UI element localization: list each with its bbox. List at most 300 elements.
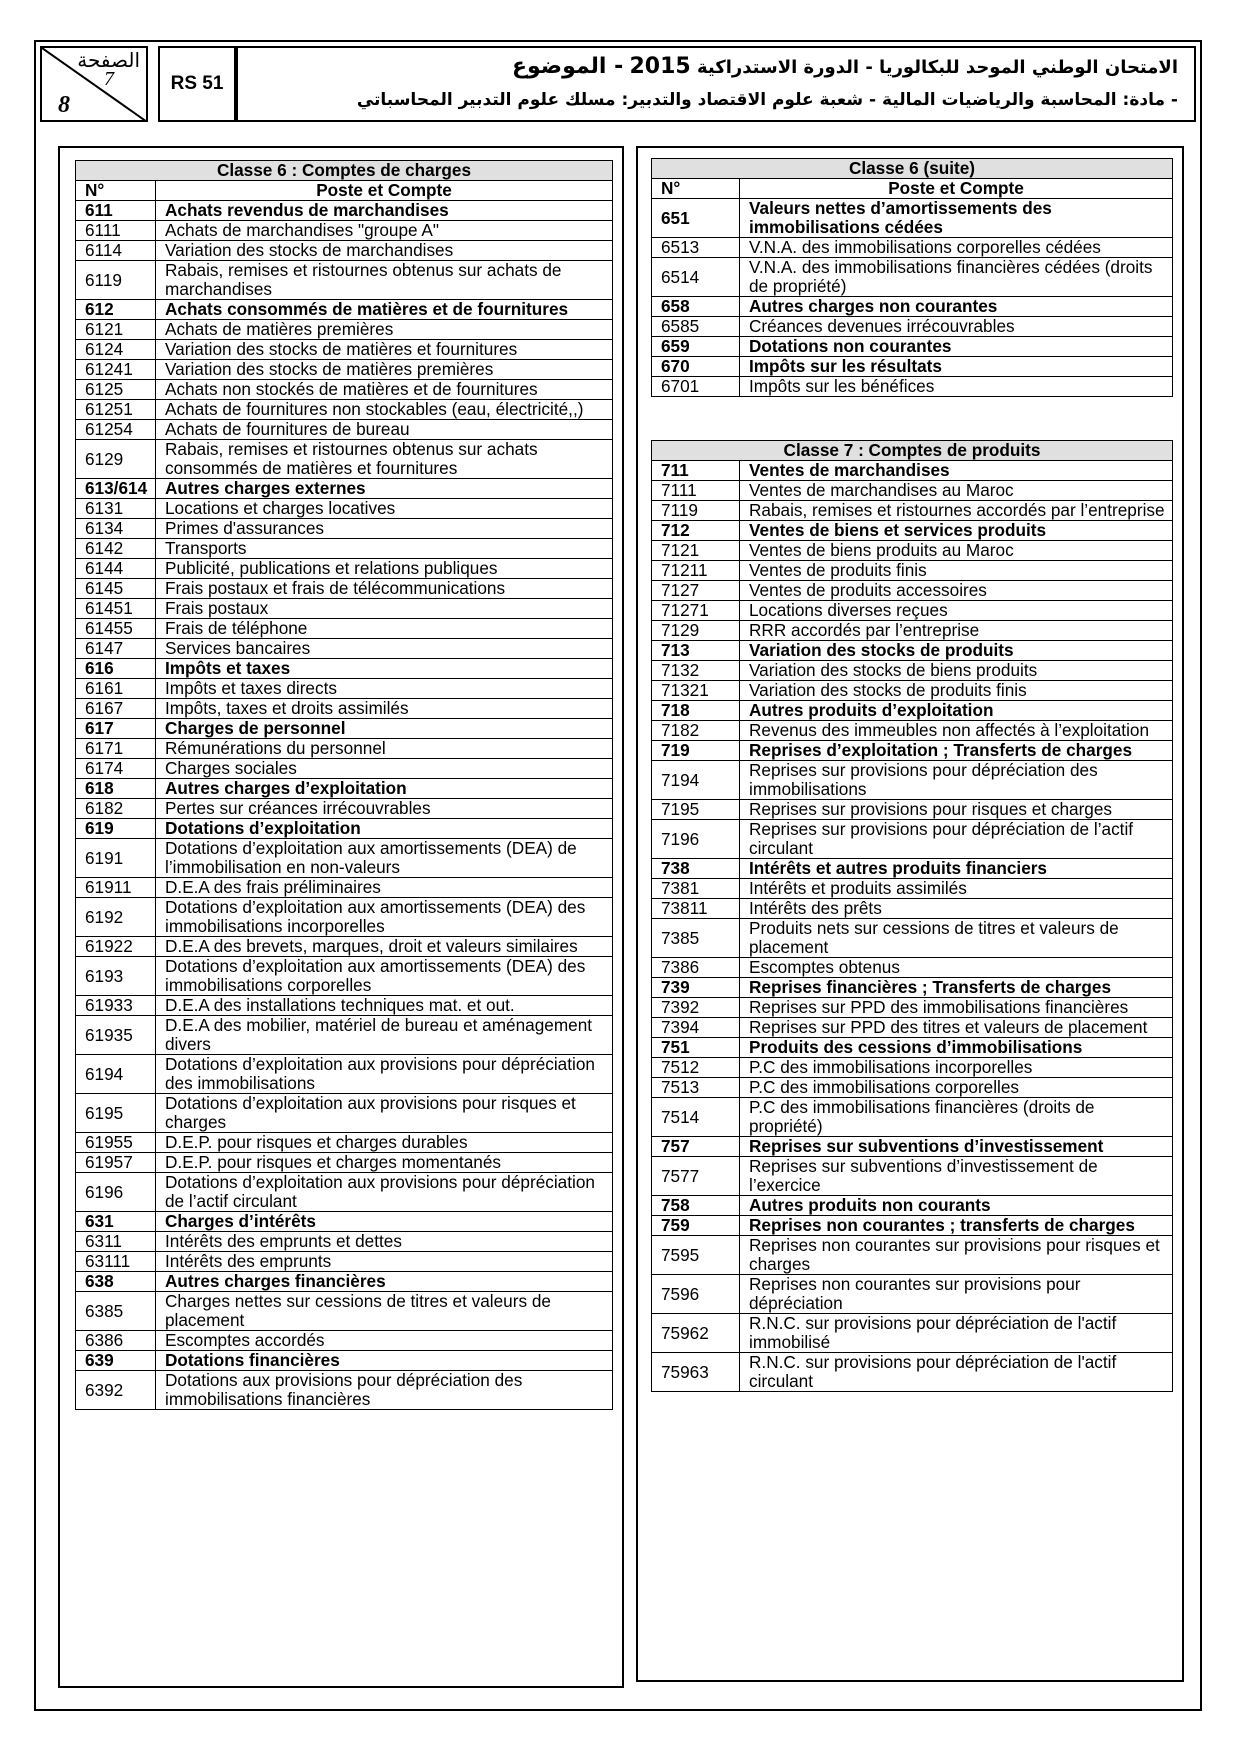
table-row [652, 681, 1173, 701]
table-row [652, 1275, 1173, 1314]
table-row [76, 819, 613, 839]
account-number: 71271 [652, 601, 740, 621]
table-row [76, 1351, 613, 1371]
table-row [76, 639, 613, 659]
account-number: 6144 [76, 559, 156, 579]
account-name: Dotations aux provisions pour dépréciation des immobilisations financières [156, 1371, 613, 1410]
exam-title-line1-b: - الموضوع [511, 54, 624, 79]
table-row [76, 659, 613, 679]
account-number: 6386 [76, 1331, 156, 1351]
exam-code-text: RS 51 [170, 73, 224, 94]
account-number: 6167 [76, 699, 156, 719]
account-name: Charges nettes sur cessions de titres et valeurs de placement [156, 1292, 613, 1331]
table-row [652, 1196, 1173, 1216]
account-name: Autres charges financières [156, 1272, 613, 1292]
table-row [76, 957, 613, 996]
account-number: 61455 [76, 619, 156, 639]
table-row [76, 221, 613, 241]
account-number: 61933 [76, 996, 156, 1016]
col-header-no: N° [652, 179, 740, 199]
account-number: 6147 [76, 639, 156, 659]
account-name: Impôts, taxes et droits assimilés [156, 699, 613, 719]
table-row [76, 1055, 613, 1094]
table-row [76, 719, 613, 739]
table-row [652, 377, 1173, 397]
table-row [76, 1371, 613, 1410]
account-number: 6194 [76, 1055, 156, 1094]
account-number: 6392 [76, 1371, 156, 1410]
table-row [652, 1058, 1173, 1078]
account-number: 6196 [76, 1173, 156, 1212]
account-number: 7132 [652, 661, 740, 681]
table-row [76, 400, 613, 420]
account-number: 638 [76, 1272, 156, 1292]
page-number-box [40, 46, 148, 122]
account-name: Variation des stocks de produits finis [740, 681, 1173, 701]
account-number: 6119 [76, 261, 156, 300]
account-number: 759 [652, 1216, 740, 1236]
account-number: 61251 [76, 400, 156, 420]
table-row [652, 761, 1173, 800]
account-name: V.N.A. des immobilisations corporelles cédées [740, 238, 1173, 258]
account-name: Frais de téléphone [156, 619, 613, 639]
account-number: 7195 [652, 800, 740, 820]
account-name: Dotations d’exploitation [156, 819, 613, 839]
table-row [76, 619, 613, 639]
account-name: Reprises sur provisions pour dépréciation de l’actif circulant [740, 820, 1173, 859]
account-number: 6182 [76, 799, 156, 819]
account-name: Intérêts des prêts [740, 899, 1173, 919]
table-row [76, 201, 613, 221]
account-name: Charges d’intérêts [156, 1212, 613, 1232]
account-number: 616 [76, 659, 156, 679]
table-row [652, 337, 1173, 357]
account-number: 651 [652, 199, 740, 238]
table-row [652, 199, 1173, 238]
col-header-name: Poste et Compte [156, 181, 613, 201]
table-row [76, 1252, 613, 1272]
account-number: 611 [76, 201, 156, 221]
account-number: 739 [652, 978, 740, 998]
account-name: Intérêts et produits assimilés [740, 879, 1173, 899]
account-name: Publicité, publications et relations publiques [156, 559, 613, 579]
account-number: 6129 [76, 440, 156, 479]
account-name: Intérêts des emprunts [156, 1252, 613, 1272]
table-row [652, 1137, 1173, 1157]
account-name: Achats de marchandises "groupe A" [156, 221, 613, 241]
account-name: Ventes de marchandises au Maroc [740, 481, 1173, 501]
account-number: 618 [76, 779, 156, 799]
account-number: 7394 [652, 1018, 740, 1038]
account-name: Ventes de biens produits au Maroc [740, 541, 1173, 561]
account-number: 6195 [76, 1094, 156, 1133]
account-name: Autres produits non courants [740, 1196, 1173, 1216]
account-name: Dotations d’exploitation aux amortissements (DEA) de l’immobilisation en non-valeurs [156, 839, 613, 878]
account-number: 61451 [76, 599, 156, 619]
table-row [652, 1038, 1173, 1058]
account-name: Reprises sur provisions pour risques et charges [740, 800, 1173, 820]
table-row [652, 258, 1173, 297]
account-number: 7385 [652, 919, 740, 958]
table-row [652, 1236, 1173, 1275]
account-number: 73811 [652, 899, 740, 919]
table-row [76, 539, 613, 559]
account-number: 6191 [76, 839, 156, 878]
account-name: Dotations d’exploitation aux amortissements (DEA) des immobilisations corporelles [156, 957, 613, 996]
account-number: 7513 [652, 1078, 740, 1098]
table-row [76, 340, 613, 360]
table-row [652, 661, 1173, 681]
account-name: Achats de fournitures non stockables (eau, électricité,,) [156, 400, 613, 420]
page-total: 8 [58, 92, 70, 118]
account-name: Rabais, remises et ristournes accordés par l’entreprise [740, 501, 1173, 521]
account-number: 7596 [652, 1275, 740, 1314]
account-number: 613/614 [76, 479, 156, 499]
page-current: 7 [104, 68, 114, 90]
table-row [652, 741, 1173, 761]
account-name: P.C des immobilisations financières (droits de propriété) [740, 1098, 1173, 1137]
account-number: 6125 [76, 380, 156, 400]
table-row [652, 899, 1173, 919]
table-row [76, 878, 613, 898]
table-row [76, 1272, 613, 1292]
table-row [652, 879, 1173, 899]
table-row [76, 360, 613, 380]
table-row [652, 621, 1173, 641]
account-number: 6585 [652, 317, 740, 337]
account-name: Reprises non courantes ; transferts de charges [740, 1216, 1173, 1236]
account-name: Reprises non courantes sur provisions pour dépréciation [740, 1275, 1173, 1314]
account-name: Reprises d’exploitation ; Transferts de charges [740, 741, 1173, 761]
account-number: 7381 [652, 879, 740, 899]
account-number: 7119 [652, 501, 740, 521]
exam-code [158, 46, 236, 122]
table-row [76, 241, 613, 261]
account-name: Ventes de produits finis [740, 561, 1173, 581]
exam-title-line1 [512, 54, 1178, 79]
account-name: Locations diverses reçues [740, 601, 1173, 621]
table-row [76, 519, 613, 539]
account-number: 6311 [76, 1232, 156, 1252]
table-row [652, 958, 1173, 978]
table-row [76, 779, 613, 799]
account-number: 639 [76, 1351, 156, 1371]
account-number: 7512 [652, 1058, 740, 1078]
account-number: 670 [652, 357, 740, 377]
account-number: 711 [652, 461, 740, 481]
account-name: Produits des cessions d’immobilisations [740, 1038, 1173, 1058]
account-number: 6114 [76, 241, 156, 261]
account-name: Ventes de produits accessoires [740, 581, 1173, 601]
account-number: 7194 [652, 761, 740, 800]
table-row [652, 701, 1173, 721]
account-name: R.N.C. sur provisions pour dépréciation de l'actif immobilisé [740, 1314, 1173, 1353]
account-name: Intérêts et autres produits financiers [740, 859, 1173, 879]
account-number: 7111 [652, 481, 740, 501]
exam-title-line2: - مادة: المحاسبة والرياضيات المالية - شعبة علوم الاقتصاد والتدبير: مسلك علوم التدبير المحاسباتي [356, 90, 1178, 110]
account-name: Achats de fournitures de bureau [156, 420, 613, 440]
table-title: Classe 7 : Comptes de produits [652, 441, 1173, 461]
account-number: 738 [652, 859, 740, 879]
account-name: Reprises financières ; Transferts de charges [740, 978, 1173, 998]
account-number: 61922 [76, 937, 156, 957]
account-number: 6193 [76, 957, 156, 996]
table-row [76, 739, 613, 759]
account-number: 7121 [652, 541, 740, 561]
class6-charges-table [75, 160, 613, 1410]
account-number: 6701 [652, 377, 740, 397]
account-number: 7182 [652, 721, 740, 741]
table-row [652, 1098, 1173, 1137]
account-number: 71211 [652, 561, 740, 581]
account-name: Reprises sur PPD des immobilisations financières [740, 998, 1173, 1018]
table-row [652, 978, 1173, 998]
table-row [76, 420, 613, 440]
account-name: Rabais, remises et ristournes obtenus sur achats consommés de matières et fournitures [156, 440, 613, 479]
table-row [76, 261, 613, 300]
account-name: P.C des immobilisations incorporelles [740, 1058, 1173, 1078]
table-row [652, 1314, 1173, 1353]
account-number: 713 [652, 641, 740, 661]
account-number: 6513 [652, 238, 740, 258]
table-row [76, 937, 613, 957]
account-number: 718 [652, 701, 740, 721]
account-name: Reprises sur provisions pour dépréciation des immobilisations [740, 761, 1173, 800]
account-name: Dotations d’exploitation aux provisions pour dépréciation de l’actif circulant [156, 1173, 613, 1212]
account-number: 6171 [76, 739, 156, 759]
account-name: Escomptes accordés [156, 1331, 613, 1351]
table-row [76, 1153, 613, 1173]
table-row [76, 799, 613, 819]
account-number: 6111 [76, 221, 156, 241]
account-name: Achats de matières premières [156, 320, 613, 340]
account-number: 61957 [76, 1153, 156, 1173]
account-number: 61955 [76, 1133, 156, 1153]
table-row [76, 320, 613, 340]
table-row [652, 1078, 1173, 1098]
account-name: D.E.P. pour risques et charges momentanés [156, 1153, 613, 1173]
col-header-no: N° [76, 181, 156, 201]
col-header-name: Poste et Compte [740, 179, 1173, 199]
account-name: D.E.A des mobilier, matériel de bureau et aménagement divers [156, 1016, 613, 1055]
account-name: Charges sociales [156, 759, 613, 779]
table-row [652, 641, 1173, 661]
table-row [76, 559, 613, 579]
table-row [76, 839, 613, 878]
table-row [652, 561, 1173, 581]
account-name: Reprises sur subventions d’investissement [740, 1137, 1173, 1157]
account-name: Impôts et taxes [156, 659, 613, 679]
account-name: Rémunérations du personnel [156, 739, 613, 759]
account-name: Charges de personnel [156, 719, 613, 739]
account-number: 617 [76, 719, 156, 739]
account-name: Dotations d’exploitation aux amortissements (DEA) des immobilisations incorporelles [156, 898, 613, 937]
page-label: الصفحة [77, 48, 140, 72]
account-number: 719 [652, 741, 740, 761]
table-row [652, 317, 1173, 337]
account-name: Ventes de marchandises [740, 461, 1173, 481]
account-name: Créances devenues irrécouvrables [740, 317, 1173, 337]
table-row [76, 1232, 613, 1252]
table-row [652, 859, 1173, 879]
account-number: 757 [652, 1137, 740, 1157]
account-name: Valeurs nettes d’amortissements des immobilisations cédées [740, 199, 1173, 238]
account-name: Locations et charges locatives [156, 499, 613, 519]
account-name: Escomptes obtenus [740, 958, 1173, 978]
table-row [76, 1133, 613, 1153]
table-row [76, 479, 613, 499]
account-number: 619 [76, 819, 156, 839]
account-number: 658 [652, 297, 740, 317]
account-number: 7386 [652, 958, 740, 978]
account-name: Autres charges d’exploitation [156, 779, 613, 799]
account-name: Revenus des immeubles non affectés à l’exploitation [740, 721, 1173, 741]
account-number: 751 [652, 1038, 740, 1058]
account-number: 6142 [76, 539, 156, 559]
account-name: Variation des stocks de matières premières [156, 360, 613, 380]
table-row [652, 581, 1173, 601]
account-name: Dotations d’exploitation aux provisions pour risques et charges [156, 1094, 613, 1133]
account-name: Dotations non courantes [740, 337, 1173, 357]
account-name: Services bancaires [156, 639, 613, 659]
account-name: Impôts sur les bénéfices [740, 377, 1173, 397]
account-name: Autres produits d’exploitation [740, 701, 1173, 721]
account-number: 7127 [652, 581, 740, 601]
account-number: 6385 [76, 1292, 156, 1331]
account-number: 71321 [652, 681, 740, 701]
account-name: Achats non stockés de matières et de fournitures [156, 380, 613, 400]
account-name: Pertes sur créances irrécouvrables [156, 799, 613, 819]
account-name: Autres charges externes [156, 479, 613, 499]
account-number: 712 [652, 521, 740, 541]
account-number: 6174 [76, 759, 156, 779]
table-row [652, 541, 1173, 561]
account-name: Achats revendus de marchandises [156, 201, 613, 221]
account-number: 6124 [76, 340, 156, 360]
account-name: Variation des stocks de marchandises [156, 241, 613, 261]
table-row [652, 721, 1173, 741]
account-name: Reprises sur PPD des titres et valeurs de placement [740, 1018, 1173, 1038]
table-row [652, 481, 1173, 501]
account-number: 7595 [652, 1236, 740, 1275]
table-row [76, 440, 613, 479]
account-number: 6192 [76, 898, 156, 937]
table-row [652, 820, 1173, 859]
class6-suite-table [651, 158, 1173, 397]
account-number: 6514 [652, 258, 740, 297]
account-name: RRR accordés par l’entreprise [740, 621, 1173, 641]
account-number: 61241 [76, 360, 156, 380]
account-name: Reprises non courantes sur provisions pour risques et charges [740, 1236, 1173, 1275]
account-number: 7392 [652, 998, 740, 1018]
table-row [76, 1173, 613, 1212]
account-number: 758 [652, 1196, 740, 1216]
account-number: 6131 [76, 499, 156, 519]
account-name: Transports [156, 539, 613, 559]
table-row [652, 1353, 1173, 1392]
account-name: R.N.C. sur provisions pour dépréciation de l'actif circulant [740, 1353, 1173, 1392]
table-row [76, 898, 613, 937]
account-name: Impôts et taxes directs [156, 679, 613, 699]
account-name: D.E.A des installations techniques mat. et out. [156, 996, 613, 1016]
table-row [652, 1018, 1173, 1038]
account-name: D.E.P. pour risques et charges durables [156, 1133, 613, 1153]
account-number: 61911 [76, 878, 156, 898]
account-name: D.E.A des frais préliminaires [156, 878, 613, 898]
account-number: 61254 [76, 420, 156, 440]
table-row [76, 1016, 613, 1055]
account-number: 61935 [76, 1016, 156, 1055]
table-row [76, 1292, 613, 1331]
table-row [652, 601, 1173, 621]
account-number: 7196 [652, 820, 740, 859]
account-name: Dotations d’exploitation aux provisions pour dépréciation des immobilisations [156, 1055, 613, 1094]
account-number: 6161 [76, 679, 156, 699]
account-name: Rabais, remises et ristournes obtenus sur achats de marchandises [156, 261, 613, 300]
account-name: Variation des stocks de biens produits [740, 661, 1173, 681]
table-row [76, 996, 613, 1016]
account-number: 631 [76, 1212, 156, 1232]
table-row [76, 679, 613, 699]
account-number: 612 [76, 300, 156, 320]
account-name: Frais postaux et frais de télécommunications [156, 579, 613, 599]
account-name: Frais postaux [156, 599, 613, 619]
table-row [76, 499, 613, 519]
table-row [652, 297, 1173, 317]
account-name: Produits nets sur cessions de titres et valeurs de placement [740, 919, 1173, 958]
table-row [652, 919, 1173, 958]
account-number: 75962 [652, 1314, 740, 1353]
exam-year: 2015 [629, 54, 691, 79]
table-row [76, 1331, 613, 1351]
account-name: V.N.A. des immobilisations financières cédées (droits de propriété) [740, 258, 1173, 297]
table-row [76, 579, 613, 599]
table-row [76, 699, 613, 719]
account-name: Achats consommés de matières et de fournitures [156, 300, 613, 320]
account-name: Reprises sur subventions d’investissement de l’exercice [740, 1157, 1173, 1196]
table-title: Classe 6 (suite) [652, 159, 1173, 179]
table-row [76, 300, 613, 320]
account-number: 7514 [652, 1098, 740, 1137]
account-number: 659 [652, 337, 740, 357]
table-row [652, 357, 1173, 377]
account-number: 6121 [76, 320, 156, 340]
account-name: Dotations financières [156, 1351, 613, 1371]
table-row [652, 800, 1173, 820]
table-row [652, 501, 1173, 521]
table-row [76, 1094, 613, 1133]
table-row [652, 521, 1173, 541]
table-row [652, 238, 1173, 258]
table-title: Classe 6 : Comptes de charges [76, 161, 613, 181]
account-name: Ventes de biens et services produits [740, 521, 1173, 541]
table-row [652, 998, 1173, 1018]
table-row [652, 461, 1173, 481]
table-row [652, 1216, 1173, 1236]
account-number: 7129 [652, 621, 740, 641]
account-name: Autres charges non courantes [740, 297, 1173, 317]
account-name: Primes d'assurances [156, 519, 613, 539]
class7-produits-table [651, 440, 1173, 1392]
table-row [652, 1157, 1173, 1196]
account-number: 63111 [76, 1252, 156, 1272]
account-name: Intérêts des emprunts et dettes [156, 1232, 613, 1252]
account-name: P.C des immobilisations corporelles [740, 1078, 1173, 1098]
account-name: D.E.A des brevets, marques, droit et valeurs similaires [156, 937, 613, 957]
account-name: Impôts sur les résultats [740, 357, 1173, 377]
account-number: 6145 [76, 579, 156, 599]
exam-title-box [236, 46, 1196, 122]
